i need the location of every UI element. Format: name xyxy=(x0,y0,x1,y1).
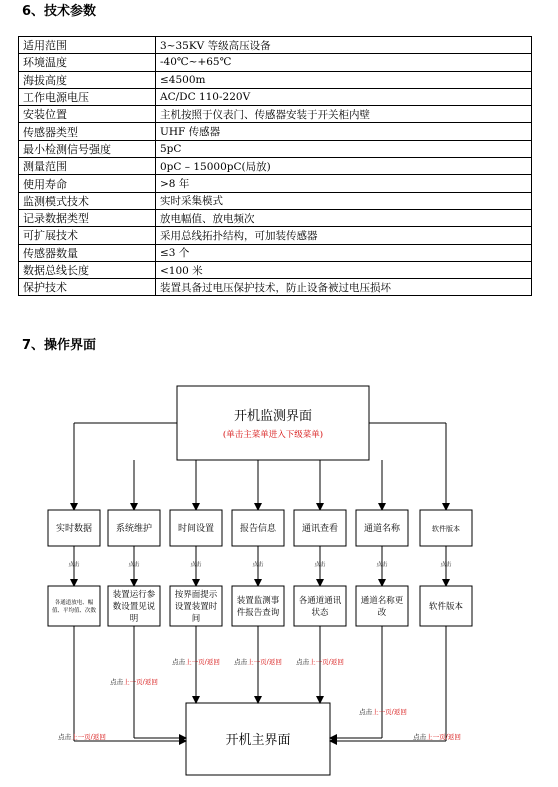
spec-key: 监测模式技术 xyxy=(19,192,156,209)
spec-key: 工作电源电压 xyxy=(19,88,156,105)
detail-text: 设置装置时 xyxy=(174,602,218,612)
return-label-prefix: 点击 xyxy=(296,658,310,666)
menu-label: 通道名称 xyxy=(363,524,401,534)
return-label xyxy=(359,707,407,716)
spec-key: 使用寿命 xyxy=(19,175,156,192)
menu-label: 系统维护 xyxy=(115,524,153,534)
spec-value: 3~35KV 等级高压设备 xyxy=(156,37,532,54)
return-label-prefix: 点击 xyxy=(413,733,427,741)
detail-text: 各通道通讯 xyxy=(298,596,342,606)
click-label: 点击 xyxy=(376,562,388,568)
return-label xyxy=(110,677,158,686)
detail-box xyxy=(294,586,346,626)
click-label: 点击 xyxy=(128,562,140,568)
menu-label: 报告信息 xyxy=(239,524,277,534)
detail-text: 装置运行参 xyxy=(112,590,156,600)
detail-text: 明 xyxy=(129,614,139,624)
return-label xyxy=(296,657,344,666)
return-label-action: 上一页/返回 xyxy=(123,678,158,686)
detail-text: 值、平均值、次数 xyxy=(51,608,97,614)
click-label: 点击 xyxy=(440,562,452,568)
detail-text: 软件版本 xyxy=(428,602,464,612)
spec-value: 主机按照于仪表门、传感器安装于开关柜内壁 xyxy=(156,106,532,123)
spec-key: 数据总线长度 xyxy=(19,261,156,278)
spec-key: 传感器类型 xyxy=(19,123,156,140)
return-label-action: 上一页/返回 xyxy=(71,733,106,741)
spec-key: 保护技术 xyxy=(19,279,156,296)
return-label-prefix: 点击 xyxy=(110,678,124,686)
return-label-action: 上一页/返回 xyxy=(185,658,220,666)
return-label-prefix: 点击 xyxy=(234,658,248,666)
detail-box xyxy=(232,586,284,626)
spec-value: 放电幅值、放电频次 xyxy=(156,209,532,226)
detail-box xyxy=(356,586,408,626)
spec-key: 最小检测信号强度 xyxy=(19,140,156,157)
top-box-title: 开机监测界面 xyxy=(233,409,313,424)
detail-text: 状态 xyxy=(311,608,329,618)
spec-value: 0pC – 15000pC(局放) xyxy=(156,158,532,175)
spec-value: 5pC xyxy=(156,140,532,157)
return-label-action: 上一页/返回 xyxy=(426,733,461,741)
spec-value: -40℃~+65℃ xyxy=(156,54,532,71)
return-label xyxy=(58,732,106,741)
spec-key: 传感器数量 xyxy=(19,244,156,261)
return-label-prefix: 点击 xyxy=(172,658,186,666)
top-box-subtitle: (单击主菜单进入下级菜单) xyxy=(222,430,324,440)
return-label-prefix: 点击 xyxy=(359,708,373,716)
section-7-heading: 7、操作界面 xyxy=(22,338,97,353)
spec-value: UHF 传感器 xyxy=(156,123,532,140)
main-box-title: 开机主界面 xyxy=(225,733,291,748)
return-label-prefix: 点击 xyxy=(58,733,72,741)
section-6-heading: 6、技术参数 xyxy=(22,4,97,19)
spec-key: 环境温度 xyxy=(19,54,156,71)
spec-key: 可扩展技术 xyxy=(19,227,156,244)
menu-label: 实时数据 xyxy=(55,524,93,534)
spec-value: ≤3 个 xyxy=(156,244,532,261)
detail-text: 改 xyxy=(377,608,387,618)
menu-label: 通讯查看 xyxy=(301,524,339,534)
spec-key: 适用范围 xyxy=(19,37,156,54)
detail-text: 通道名称更 xyxy=(360,596,404,606)
return-label xyxy=(172,657,220,666)
return-label xyxy=(413,732,461,741)
detail-text: 按界面提示 xyxy=(174,590,218,600)
spec-key: 安装位置 xyxy=(19,106,156,123)
detail-text: 各通道放电、幅 xyxy=(54,600,94,606)
click-label: 点击 xyxy=(68,562,80,568)
detail-text: 件报告查询 xyxy=(236,608,280,618)
spec-value: AC/DC 110-220V xyxy=(156,88,532,105)
spec-value: ≤4500m xyxy=(156,71,532,88)
spec-key: 记录数据类型 xyxy=(19,209,156,226)
spec-value: 采用总线拓扑结构，可加装传感器 xyxy=(156,227,532,244)
return-label-action: 上一页/返回 xyxy=(247,658,282,666)
detail-box xyxy=(48,586,100,626)
spec-key: 测量范围 xyxy=(19,158,156,175)
spec-value: <100 米 xyxy=(156,261,532,278)
click-label: 点击 xyxy=(252,562,264,568)
spec-value: 实时采集模式 xyxy=(156,192,532,209)
click-label: 点击 xyxy=(190,562,202,568)
spec-key: 海拔高度 xyxy=(19,71,156,88)
spec-value: 装置具备过电压保护技术，防止设备被过电压损坏 xyxy=(156,279,532,296)
return-label xyxy=(234,657,282,666)
detail-text: 数设置见说 xyxy=(112,602,156,612)
detail-text: 间 xyxy=(191,614,201,624)
menu-label: 时间设置 xyxy=(177,524,215,534)
click-label: 点击 xyxy=(314,562,326,568)
return-label-action: 上一页/返回 xyxy=(372,708,407,716)
return-label-action: 上一页/返回 xyxy=(309,658,344,666)
menu-label: 软件版本 xyxy=(432,525,460,533)
detail-text: 装置监测事 xyxy=(236,596,280,606)
spec-value: >8 年 xyxy=(156,175,532,192)
